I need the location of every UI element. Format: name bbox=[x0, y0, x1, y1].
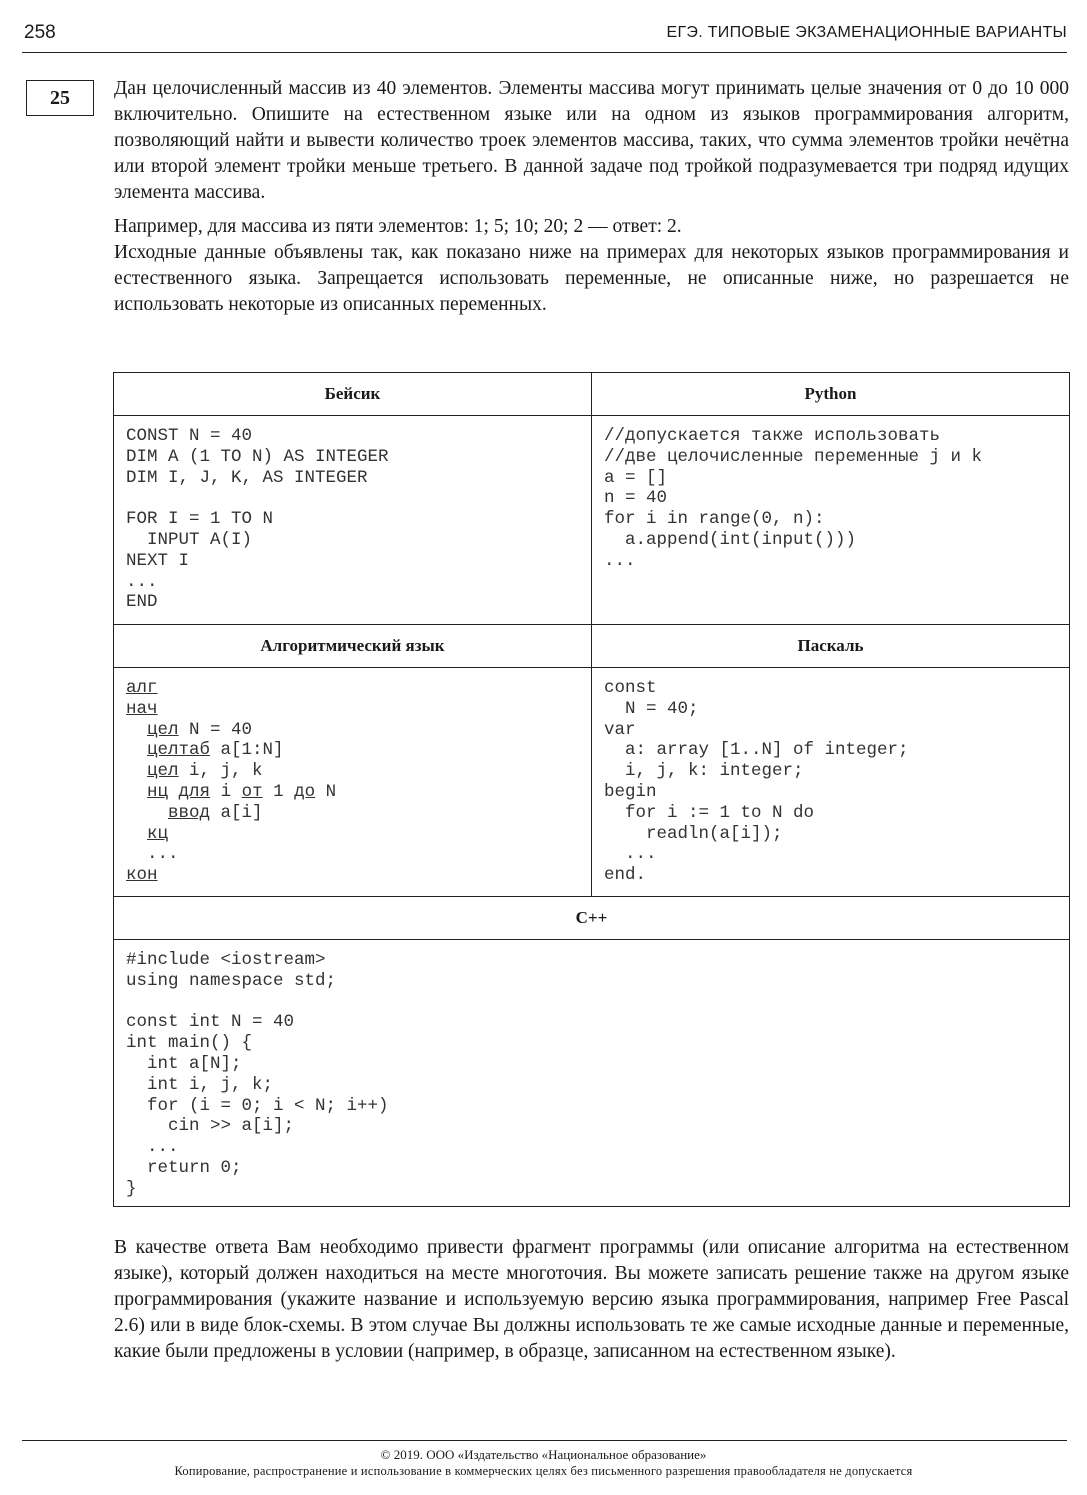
algo-dots: ... bbox=[147, 844, 179, 865]
closing-paragraph: В качестве ответа Вам необходимо привести фрагмент программы (или описание алгоритма на естественном языке), который должен находиться на месте многоточия. Вы можете записать решение также на другом языке программирования (укажите название и используемую версию языка программирования, например Free Pascal 2.6) или в виде блок-схемы. В этом случае Вы должны использовать те же самые исходные данные и переменные, какие были предложены в условии (например, в образце, записанном на естественном языке). bbox=[114, 1237, 1069, 1362]
task-number-box: 25 bbox=[26, 80, 94, 116]
algo-line-ai: a[i] bbox=[210, 802, 263, 823]
algo-kw-celtab: целтаб bbox=[147, 740, 211, 761]
algo-kw-dlya: для bbox=[178, 781, 211, 802]
pascal-header: Паскаль bbox=[592, 625, 1070, 668]
answer-instructions bbox=[114, 1235, 1069, 1365]
task-example: Например, для массива из пяти элементов: 1; 5; 10; 20; 2 — ответ: 2. bbox=[114, 216, 682, 237]
algo-kw-nc: нц bbox=[147, 781, 169, 802]
cpp-code: #include <iostream> using namespace std; const int N = 40 int main() { int a[N]; int i, j, k; for (i = 0; i < N; i++) cin >> a[i]; ... return 0; } bbox=[126, 950, 389, 1199]
running-title: ЕГЭ. ТИПОВЫЕ ЭКЗАМЕНАЦИОННЫЕ ВАРИАНТЫ bbox=[666, 24, 1067, 41]
copyright-line: © 2019. ООО «Издательство «Национальное образование» bbox=[380, 1447, 707, 1462]
algo-code bbox=[126, 678, 579, 886]
algo-kw-cel-2: цел bbox=[147, 761, 179, 782]
algo-kw-do: до bbox=[294, 781, 316, 802]
python-header: Python bbox=[592, 373, 1070, 416]
copyright-notice: Копирование, распространение и использование в коммерческих целях без письменного разрешения правообладателя не допускается bbox=[174, 1464, 913, 1478]
task-paragraph-1: Дан целочисленный массив из 40 элементов. Элементы массива могут принимать целые значения от 0 до 10 000 включительно. Опишите на естественном языке или на одном из языков программирования алгоритм, позволяющий найти и вывести количество троек элементов массива, таких, что сумма элементов тройки нечётна или второй элемент тройки меньше третьего. В данной задаче под тройкой подразумевается три подряд идущих элемента массива. bbox=[114, 78, 1069, 203]
footer-divider bbox=[22, 1440, 1067, 1441]
algo-header: Алгоритмический язык bbox=[114, 625, 592, 668]
algo-kw-cel: цел bbox=[147, 719, 179, 740]
algo-line-N: N bbox=[315, 781, 337, 802]
algo-line-1: 1 bbox=[262, 781, 295, 802]
basic-header: Бейсик bbox=[114, 373, 592, 416]
algo-kw-ot: от bbox=[241, 781, 263, 802]
algo-kw-kon: кон bbox=[126, 865, 158, 886]
pascal-code: const N = 40; var a: array [1..N] of integer; i, j, k: integer; begin for i := 1 to N do readln(a[i]); ... end. bbox=[604, 678, 909, 886]
python-code: //допускается также использовать //две целочисленные переменные j и k a = [] n = 40 for i in range(0, n): a.append(int(input())) ... bbox=[604, 426, 983, 571]
cpp-header: C++ bbox=[114, 897, 1070, 940]
task-paragraph-2: Исходные данные объявлены так, как показано ниже на примерах для некоторых языков программирования и естественного языка. Запрещается использовать переменные, не описанные ниже, но разрешается не использовать некоторые из описанных переменных. bbox=[114, 242, 1069, 315]
algo-kw-nach: нач bbox=[126, 698, 158, 719]
algo-kw-vvod: ввод bbox=[168, 802, 211, 823]
code-samples-table bbox=[113, 372, 1070, 1207]
basic-code: CONST N = 40 DIM A (1 TO N) AS INTEGER DIM I, J, K, AS INTEGER FOR I = 1 TO N INPUT A(I) NEXT I ... END bbox=[126, 426, 389, 613]
task-statement bbox=[114, 76, 1069, 326]
algo-line-arr: a[1:N] bbox=[210, 740, 284, 761]
page-number: 258 bbox=[24, 22, 56, 43]
algo-line-i: i bbox=[210, 781, 242, 802]
header-divider bbox=[22, 52, 1067, 53]
algo-line-ijk: i, j, k bbox=[178, 761, 263, 782]
algo-kw-kc: кц bbox=[147, 823, 169, 844]
algo-line-n: N = 40 bbox=[178, 719, 253, 740]
algo-kw-alg: алг bbox=[126, 678, 158, 698]
